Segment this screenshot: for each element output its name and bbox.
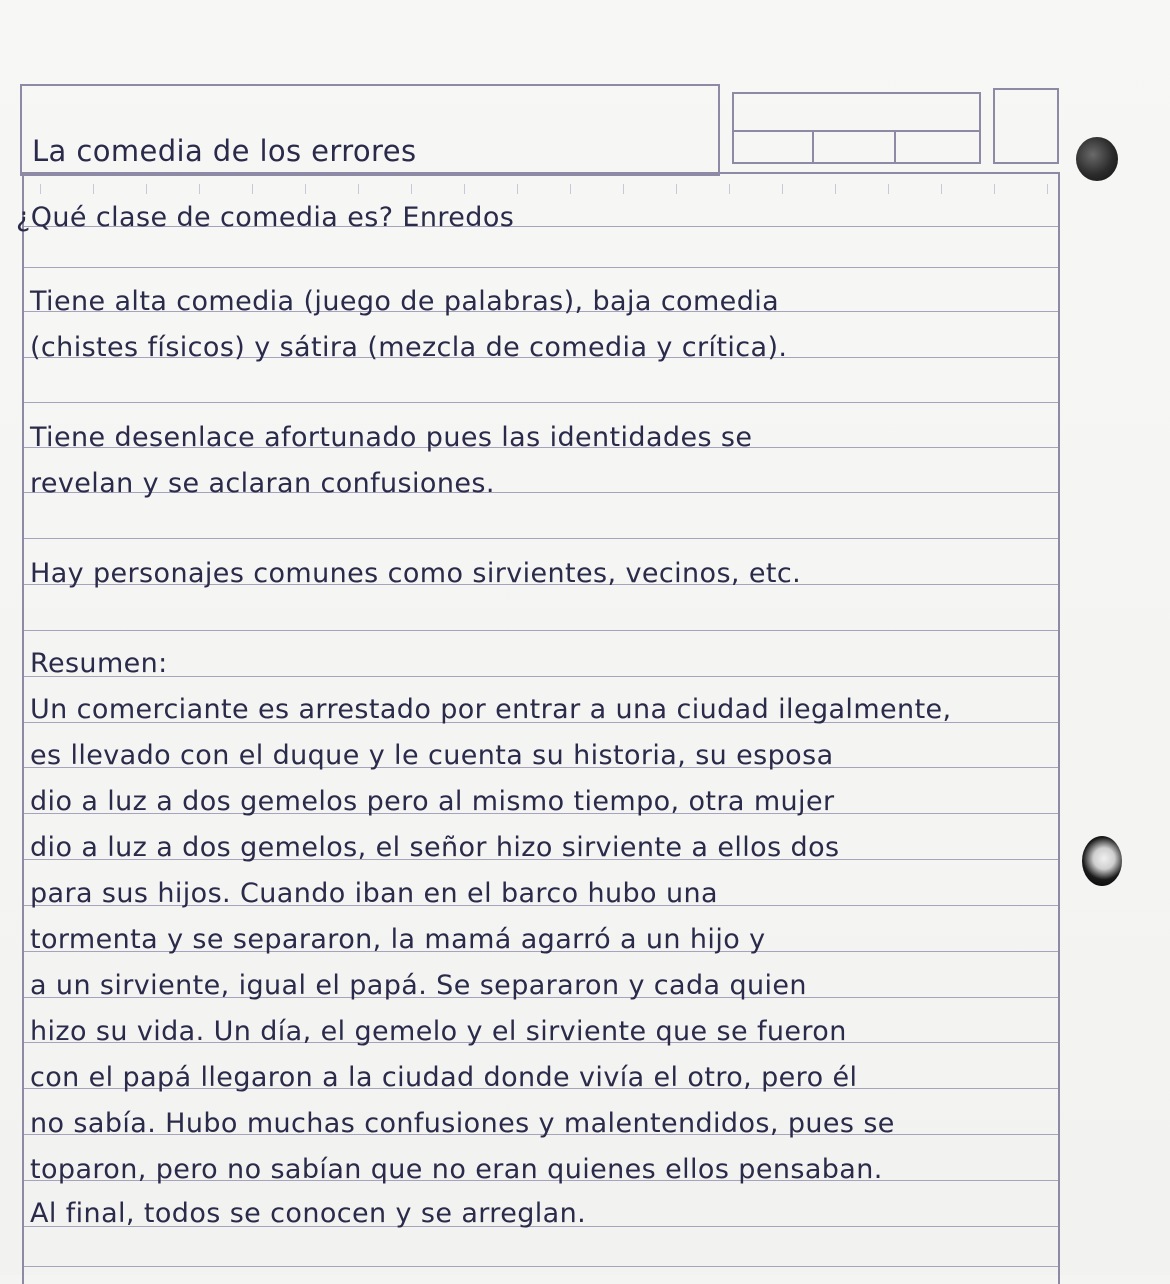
summary-line: dio a luz a dos gemelos, el señor hizo sirviente a ellos dos — [30, 832, 840, 863]
ruled-line — [24, 402, 1058, 403]
page-title: La comedia de los errores — [32, 134, 417, 168]
text-line: revelan y se aclaran confusiones. — [30, 468, 495, 499]
text-line: Hay personajes comunes como sirvientes, vecinos, etc. — [30, 558, 802, 589]
date-box — [732, 92, 981, 164]
summary-line: Un comerciante es arrestado por entrar a una ciudad ilegalmente, — [30, 694, 952, 725]
margin-ticks — [40, 184, 1050, 194]
summary-line: hizo su vida. Un día, el gemelo y el sirviente que se fueron — [30, 1016, 847, 1047]
ruled-line — [24, 1266, 1058, 1267]
summary-line: no sabía. Hubo muchas confusiones y malentendidos, pues se — [30, 1108, 895, 1139]
number-box — [993, 88, 1059, 164]
question-line: ¿Qué clase de comedia es? Enredos — [16, 202, 515, 233]
text-line: (chistes físicos) y sátira (mezcla de comedia y crítica). — [30, 332, 788, 363]
ruled-line — [24, 538, 1058, 539]
summary-line: tormenta y se separaron, la mamá agarró a un hijo y — [30, 924, 766, 955]
punch-hole — [1082, 836, 1122, 886]
summary-line: Al final, todos se conocen y se arreglan. — [30, 1198, 587, 1229]
summary-line: con el papá llegaron a la ciudad donde vivía el otro, pero él — [30, 1062, 858, 1093]
ruled-line — [24, 267, 1058, 268]
ruled-line — [24, 630, 1058, 631]
summary-line: es llevado con el duque y le cuenta su historia, su esposa — [30, 740, 834, 771]
text-line: Tiene alta comedia (juego de palabras), baja comedia — [30, 286, 780, 317]
text-line: Tiene desenlace afortunado pues las identidades se — [30, 422, 753, 453]
punch-hole — [1076, 137, 1118, 181]
ruled-line — [24, 676, 1058, 677]
summary-heading: Resumen: — [30, 648, 168, 679]
summary-line: dio a luz a dos gemelos pero al mismo tiempo, otra mujer — [30, 786, 835, 817]
summary-line: toparon, pero no sabían que no eran quienes ellos pensaban. — [30, 1154, 883, 1185]
summary-line: para sus hijos. Cuando iban en el barco hubo una — [30, 878, 718, 909]
summary-line: a un sirviente, igual el papá. Se separaron y cada quien — [30, 970, 807, 1001]
